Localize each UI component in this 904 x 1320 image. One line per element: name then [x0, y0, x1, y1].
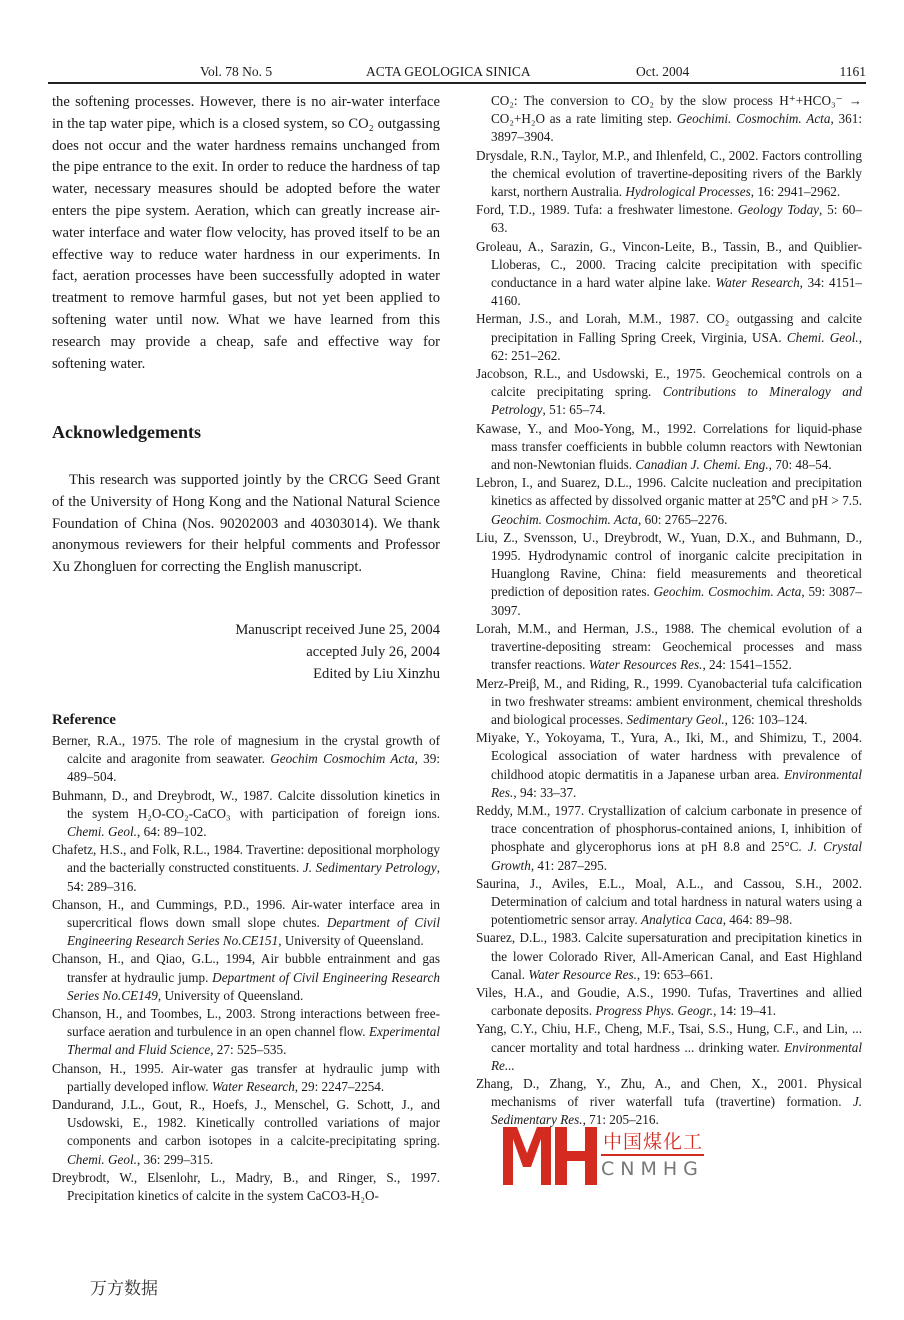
- reference-continuation: CO₂: The conversion to CO₂ by the slow process H⁺+HCO₃⁻ → CO₂+H₂O as a rate limiting step. Geochimi. Cosmochim. Acta, 361: 3897–3904.: [491, 93, 862, 145]
- reference-list-left: [52, 732, 440, 1205]
- journal-name: ACTA GEOLOGICA SINICA: [366, 64, 531, 79]
- reference-item: Viles, H.A., and Goudie, A.S., 1990. Tufas, Travertines and allied carbonate deposits. Progress Phys. Geogr., 14: 19–41.: [476, 984, 862, 1019]
- accepted-date: accepted July 26, 2004: [306, 643, 440, 660]
- reference-item: Ford, T.D., 1989. Tufa: a freshwater limestone. Geology Today, 5: 60–63.: [476, 202, 862, 236]
- reference-item: Lebron, I., and Suarez, D.L., 1996. Calcite nucleation and precipitation kinetics as affected by dissolved organic matter at 25℃ and pH > 7.5. Geochim. Cosmochim. Acta, 60: 2765–2276.: [476, 475, 862, 527]
- reference-item: Dreybrodt, W., Elsenlohr, L., Madry, B., and Ringer, S., 1997. Precipitation kinetics of calcite in the system CaCO3-H₂O-: [52, 1169, 440, 1204]
- issue-date: Oct. 2004: [636, 64, 690, 79]
- manuscript-info: [235, 620, 440, 685]
- acknowledgements-title: Acknowledgements: [52, 422, 201, 442]
- watermark-divider: [601, 1154, 704, 1156]
- reference-item: Herman, J.S., and Lorah, M.M., 1987. CO₂ outgassing and calcite precipitation in Falling Spring Creek, Virginia, USA. Chemi. Geol., 62: 251–262.: [476, 311, 862, 363]
- acknowledgements-text: This research was supported jointly by the CRCG Seed Grant of the University of Hong Kong and the National Natural Science Foundation of China (Nos. 90202003 and 40303014). We thank anonymous reviewers for their helpful comments and Professor Xu Zhongluen for correcting the English manuscript.: [52, 472, 440, 576]
- source-mark: 万方数据: [90, 1279, 158, 1299]
- reference-item: Miyake, Y., Yokoyama, T., Yura, A., Iki, M., and Shimizu, T., 2004. Ecological association of water hardness with prevalence of childhood atopic dermatitis in a Japanese urban area. Environmental Res., 94: 33–37.: [476, 730, 862, 800]
- reference-item: Groleau, A., Sarazin, G., Vincon-Leite, B., Tassin, B., and Quiblier-Lloberas, C., 2000. Tracing calcite precipitation with specific conductance in a hard water alpine lake. Water Research, 34: 4151–4160.: [476, 238, 863, 309]
- reference-item: Chanson, H., and Toombes, L., 2003. Strong interactions between free-surface aeration and turbulence in an open channel flow. Experimental Thermal and Fluid Science, 27: 525–535.: [52, 1006, 440, 1058]
- reference-item: Saurina, J., Aviles, E.L., Moal, A.L., and Cassou, S.H., 2002. Determination of calcium and total hardness in natural waters using a potentiometric sensor array. Analytica Caca, 464: 89–98.: [476, 875, 862, 928]
- cnmhg-watermark: [503, 1127, 708, 1185]
- watermark-chinese: 中国煤化工: [603, 1127, 703, 1154]
- reference-item: Suarez, D.L., 1983. Calcite supersaturation and precipitation kinetics in the lower Colorado River, All-American Canal, and East Highland Canal. Water Resource Res., 19: 653–661.: [476, 930, 862, 982]
- reference-item: Lorah, M.M., and Herman, J.S., 1988. The chemical evolution of a travertine-depositing stream: Geochemical processes and mass transfer reactions. Water Resources Res., 24: 1541–1552.: [476, 620, 862, 673]
- reference-item: Reddy, M.M., 1977. Crystallization of calcium carbonate in presence of trace concentration of phosphorus-contained anions, I, inhibition of phosphate and glycerophorus ions at pH 8.8 and 25°C. J. Crystal Growth, 41: 287–295.: [476, 802, 862, 873]
- page-number: 1161: [839, 64, 866, 79]
- reference-item: Chanson, H., and Qiao, G.L., 1994, Air bubble entrainment and gas transfer at hydraulic jump. Department of Civil Engineering Research Series No.CE149, University of Queensland.: [52, 951, 440, 1003]
- reference-item: Kawase, Y., and Moo-Yong, M., 1992. Correlations for liquid-phase mass transfer coefficients in bubble column reactors with Newtonian and non-Newtonian fluids. Canadian J. Chemi. Eng., 70: 48–54.: [476, 420, 862, 473]
- reference-item: Chanson, H., and Cummings, P.D., 1996. Air-water interface area in supercritical flows down small slope chutes. Department of Civil Engineering Research Series No.CE151, University of Queensland.: [52, 896, 440, 949]
- reference-item: Jacobson, R.L., and Usdowski, E., 1975. Geochemical controls on a calcite precipitating spring. Contributions to Mineralogy and Petrology, 51: 65–74.: [476, 366, 862, 418]
- reference-item: Berner, R.A., 1975. The role of magnesium in the crystal growth of calcite and aragonite from seawater. Geochim Cosmochim Acta, 39: 489–504.: [52, 733, 440, 785]
- reference-item: Yang, C.Y., Chiu, H.F., Cheng, M.F., Tsai, S.S., Hung, C.F., and Lin, ... cancer mortality and total hardness ... drinking water. Environmental Re...: [476, 1021, 862, 1073]
- body-paragraph: the softening processes. However, there is no air-water interface in the tap water pipe, which is a closed system, so CO₂ outgassing does not occur and the water hardness remains unchanged from the pipe entrance to the exit. In order to reduce the hardness of tap water, necessary measures should be adopted before the water enters the pipe system. Aeration, which can greatly increase air-water interface and water flow velocity, has proved itself to be an effective way to reduce water hardness in our experiments. In fact, aeration processes have been successfully adopted in water treatment to remove harmful gases, but not yet been applied to softening water until now. What we have learned from this research may provide a cheap, safe and effective way for softening water.: [52, 94, 440, 372]
- editor: Edited by Liu Xinzhu: [313, 665, 440, 682]
- watermark-english: CNMHG: [601, 1158, 704, 1180]
- reference-item: Chanson, H., 1995. Air-water gas transfer at hydraulic jump with partially developed inflow. Water Research, 29: 2247–2254.: [52, 1060, 440, 1094]
- mh-logo-icon: [503, 1127, 599, 1185]
- received-date: Manuscript received June 25, 2004: [235, 622, 440, 638]
- left-column: [52, 92, 440, 1204]
- reference-title: Reference: [52, 712, 116, 728]
- volume-label: Vol. 78 No. 5: [200, 64, 273, 79]
- reference-item: Zhang, D., Zhang, Y., Zhu, A., and Chen, X., 2001. Physical mechanisms of river waterfall tufa (travertine) formation. J. Sedimentary Res., 71: 205–216.: [476, 1075, 862, 1128]
- header-rule: [48, 82, 866, 84]
- reference-item: Liu, Z., Svensson, U., Dreybrodt, W., Yuan, D.X., and Buhmann, D., 1995. Hydrodynamic control of inorganic calcite precipitation in Huanglong Ravine, China: field measurements and theoretical prediction of deposition rates. Geochim. Cosmochim. Acta, 59: 3087–3097.: [476, 529, 862, 618]
- reference-item: Dandurand, J.L., Gout, R., Hoefs, J., Menschel, G. Schott, J., and Usdowski, E., 1982. Kinetically controlled variations of major components and carbon isotopes in a calcite-precipitating spring. Chemi. Geol., 36: 299–315.: [52, 1097, 440, 1167]
- reference-item: Chafetz, H.S., and Folk, R.L., 1984. Travertine: depositional morphology and the bacterially constructed constituents. J. Sedimentary Petrology, 54: 289–316.: [52, 842, 440, 894]
- running-header: [48, 62, 866, 82]
- reference-list-right: [476, 92, 862, 1130]
- reference-item: Merz-Preiβ, M., and Riding, R., 1999. Cyanobacterial tufa calcification in two freshwater streams: ambient environment, chemical thresholds and biological processes. Sedimentary Geol., 126: 103–124.: [476, 675, 862, 727]
- reference-item: Buhmann, D., and Dreybrodt, W., 1987. Calcite dissolution kinetics in the system H₂O-CO₂-CaCO₃ with participation of foreign ions. Chemi. Geol., 64: 89–102.: [52, 787, 440, 840]
- reference-item: Drysdale, R.N., Taylor, M.P., and Ihlenfeld, C., 2002. Factors controlling the chemical evolution of travertine-depositing rivers of the Barkly karst, northern Australia. Hydrological Processes, 16: 2941–2962.: [476, 147, 862, 200]
